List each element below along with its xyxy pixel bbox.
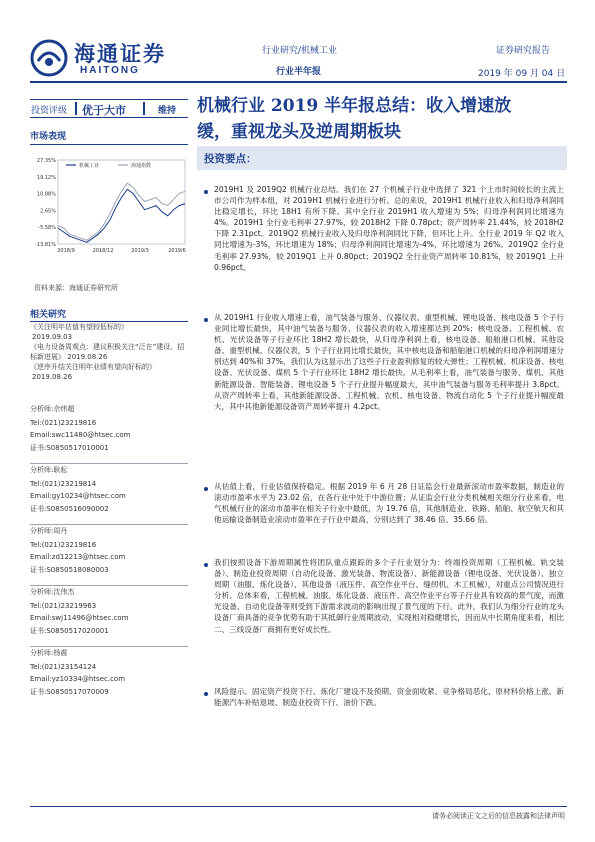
- x-tick-label: 2019/6: [168, 248, 186, 254]
- analyst-block: [30, 527, 188, 586]
- logo-en: HAITONG: [80, 65, 140, 76]
- related-item[interactable]: 《关注明年估值有望较低标的》: [30, 323, 128, 331]
- analyst-list: [30, 405, 188, 707]
- related-title: 相关研究: [30, 310, 67, 320]
- chart-frame: [58, 160, 185, 244]
- haitong-logo-icon: [30, 39, 68, 77]
- key-point-paragraph: 从 2019H1 行业收入增速上看，油气装备与服务、仪器仪表、重型机械、锂电设备、核电设备 5 个子行业同比增长最快，其中油气装备与服务、仪器仪表的收入增速都达到 20%；核电设备、工程机械、农机、光伏设备等子行业环比 18H2 增长最快，从归母净利润上看，核电设备、船舶港口机械、其他设备、重型机械、仪器仪表，5 个子行业同比增长最快，其中核电设备和船舶港口机械的归母净利润增速分别达到 40%和 37%，我们认为这显示出了这些子行业盈利修复的较大弹性；工程机械、机床设备、核电设备、光伏设备、煤机 5 个子行业环比 18H2 增长最快。从毛利率上看，油气装备与服务、煤机、其他新能源设备、智能装备、锂电设备 5 个子行业提升幅度最大，其中油气装备与服务毛利率提升 3.8pct。从资产周转率上看，其他新能源设备、工程机械、农机、核电设备、物流自动化 5 个子行业提升幅度最大，其中其他新能源设备资产周转率提升 4.2pct。: [214, 313, 564, 411]
- x-tick-label: 2019/3: [131, 248, 149, 254]
- x-tick-label: 2018/9: [57, 248, 75, 254]
- analyst-block: [30, 649, 188, 707]
- analyst-name: 分析师:周丹: [30, 527, 68, 535]
- analyst-cert: 证书:S0850517070009: [30, 687, 109, 696]
- report-title-line1: 机械行业 2019 半年报总结：收入增速放: [197, 96, 512, 116]
- key-point-paragraph: 从估值上看，行业估值保持稳定。根据 2019 年 6 月 28 日证监会行业最新滚动市盈率数据，制造业的滚动市盈率水平为 23.02 倍，在各行业中处于中游位置；从证监会行业分类机械相关细分行业来看，电气机械行业的滚动市盈率在相关子行业中最低，为 19.76 倍，其他制造业、铁路、船舶、航空航天和其他运输设备制造业滚动市盈率在子行业中最高，分别达到了 38.46 倍、35.66 倍。: [214, 482, 564, 525]
- analyst-tel: Tel:(021)23219814: [30, 479, 97, 488]
- analyst-email[interactable]: Email:gy10234@htsec.com: [30, 492, 126, 501]
- analyst-cert: 证书:S0850517010001: [30, 443, 109, 452]
- analyst-cert: 证书:S0850517020001: [30, 626, 109, 635]
- y-tick-label: -5.58%: [38, 225, 56, 232]
- analyst-tel: Tel:(021)23219816: [30, 540, 97, 549]
- bullet-icon: [204, 692, 208, 696]
- key-point-paragraph: 我们按照设备下游周期属性将团队重点跟踪的多个子行业划分为：终端投资周期（工程机械、轨交装备）、制造业投资周期（自动化设备、激光装备、物流设备）、新能源设备（锂电设备、光伏设备）、独立周期（油服、炼化设备）、其他设备（液压件、高空作业平台、缝纫机、木工机械），对重点公司情况进行分析。总体来看，工程机械、油服、炼化设备、液压件、高空作业平台等子行业具有较高的景气度，而激光设备、自动化设备等则受到下游需求波动的影响出现了景气度的下行。此外，我们认为细分行业的龙头设备厂商具备的竞争优势有助于其抵御行业周期波动，实现相对稳健增长，因而从中长期角度来看，相比二、三线设备厂商拥有更好成长性。: [214, 558, 564, 634]
- related-item[interactable]: 《逆序升结关注明年业绩有望向好标的》: [30, 363, 156, 371]
- footer-disclaimer[interactable]: 请务必阅读正文之后的信息披露和法律声明: [432, 812, 565, 820]
- y-tick-label: 27.35%: [36, 158, 56, 164]
- analyst-name: 分析师:沈伟杰: [30, 588, 75, 596]
- analyst-email[interactable]: Email:swc11480@htsec.com: [30, 431, 131, 440]
- analyst-tel: Tel:(021)23219963: [30, 601, 97, 610]
- y-tick-label: 10.88%: [36, 191, 56, 198]
- y-tick-label: 2.65%: [40, 208, 56, 215]
- analyst-name: 分析师:杨震: [30, 649, 68, 657]
- related-date: 2019.09.03: [32, 333, 73, 341]
- legend-label: 机械工业: [79, 163, 100, 169]
- analyst-tel: Tel:(021)23219816: [30, 418, 97, 427]
- market-source: 资料来源：海通证券研究所: [34, 284, 118, 292]
- related-list: [30, 322, 188, 382]
- rating-divider: [143, 102, 145, 115]
- analyst-email[interactable]: Email:swj11496@htsec.com: [30, 614, 129, 623]
- header-report-type: 行业半年报: [276, 67, 322, 77]
- analyst-name: 分析师:佘炜超: [30, 405, 75, 413]
- analyst-block: [30, 588, 188, 647]
- header-right-label: 证券研究报告: [496, 46, 551, 56]
- analyst-cert: 证书:S0850516090002: [30, 504, 109, 513]
- legend-label: 海通指数: [131, 163, 152, 169]
- haitong-logo: [30, 36, 180, 80]
- y-tick-label: 19.12%: [36, 174, 56, 181]
- footer-rule: [30, 806, 567, 807]
- report-title: [197, 93, 572, 145]
- related-date: 2019.08.26: [32, 373, 73, 381]
- market-chart: [30, 148, 190, 260]
- market-title: 市场表现: [30, 132, 67, 142]
- bullet-icon: [204, 563, 208, 567]
- rating-value: 优于大市: [82, 104, 126, 117]
- rating-status: 维持: [158, 106, 177, 116]
- key-point-paragraph: 2019H1 及 2019Q2 机械行业总结。我们在 27 个机械子行业中选择了 321 个上市时间较长的主流上市公司作为样本组，对 2019H1 机械行业进行分析。总的来说，2019H1 机械行业收入和归母净利润同比稳定增长，环比 18H1 有所下降。其中全行业 2019H1 收入增速为 5%；归母净利润同比增速为 4%。2019H1 全行业毛利率 27.97%，较 2018H2 下降 0.78pct；资产周转率 21.44%，较 2018H2 下降 2.31pct。2019Q2 机械行业收入及归母净利润同比下降，但环比上升。全行业 2019 年 Q2 收入同比增速为-3%，环比增速为 18%；归母净利润同比增速为-4%，环比增速为 26%。2019Q2 全行业毛利率 27.93%，较 2019Q1 上升 0.80pct；2019Q2 全行业资产周转率 10.81%，较 2019Q1 上升 0.96pct。: [214, 185, 564, 272]
- report-title-line2: 缓，重视龙头及逆周期板块: [197, 122, 401, 142]
- bullet-icon: [204, 318, 208, 322]
- bullet-icon: [204, 190, 208, 194]
- series-line: [58, 189, 185, 242]
- analyst-block: [30, 466, 188, 525]
- rating-divider: [75, 102, 77, 115]
- x-tick-label: 2018/12: [92, 248, 114, 254]
- related-item[interactable]: 《电力设备周观点：建议积极关注“泛在”建设、招标新进展》 2019.08.26: [30, 343, 185, 361]
- key-point-paragraph: 风险提示。固定资产投资下行、炼化厂建设不及预期、资金面收紧、竞争格局恶化、原材料价格上涨、新能源汽车补贴退坡、制造业投资下行、油价下跌。: [214, 687, 564, 708]
- y-tick-label: -13.81%: [35, 242, 56, 248]
- header-rule: [30, 81, 567, 83]
- header-category: 行业研究/机械工业: [262, 46, 338, 56]
- series-line: [58, 183, 185, 240]
- analyst-email[interactable]: Email:yz10334@htsec.com: [30, 675, 126, 684]
- key-points-label: 投资要点：: [204, 153, 257, 165]
- logo-cn: 海通证券: [74, 41, 166, 66]
- analyst-tel: Tel:(021)23154124: [30, 662, 97, 671]
- market-rule: [30, 144, 188, 145]
- analyst-cert: 证书:S0850518080003: [30, 565, 109, 574]
- analyst-block: [30, 405, 188, 464]
- bullet-icon: [204, 487, 208, 491]
- key-points-header: [197, 146, 567, 170]
- header-date: 2019 年 09 月 04 日: [478, 69, 566, 79]
- rating-box: [30, 99, 188, 118]
- analyst-email[interactable]: Email:zd12213@htsec.com: [30, 553, 126, 562]
- analyst-name: 分析师:耿耘: [30, 466, 68, 474]
- rating-label: 投资评级: [31, 106, 68, 116]
